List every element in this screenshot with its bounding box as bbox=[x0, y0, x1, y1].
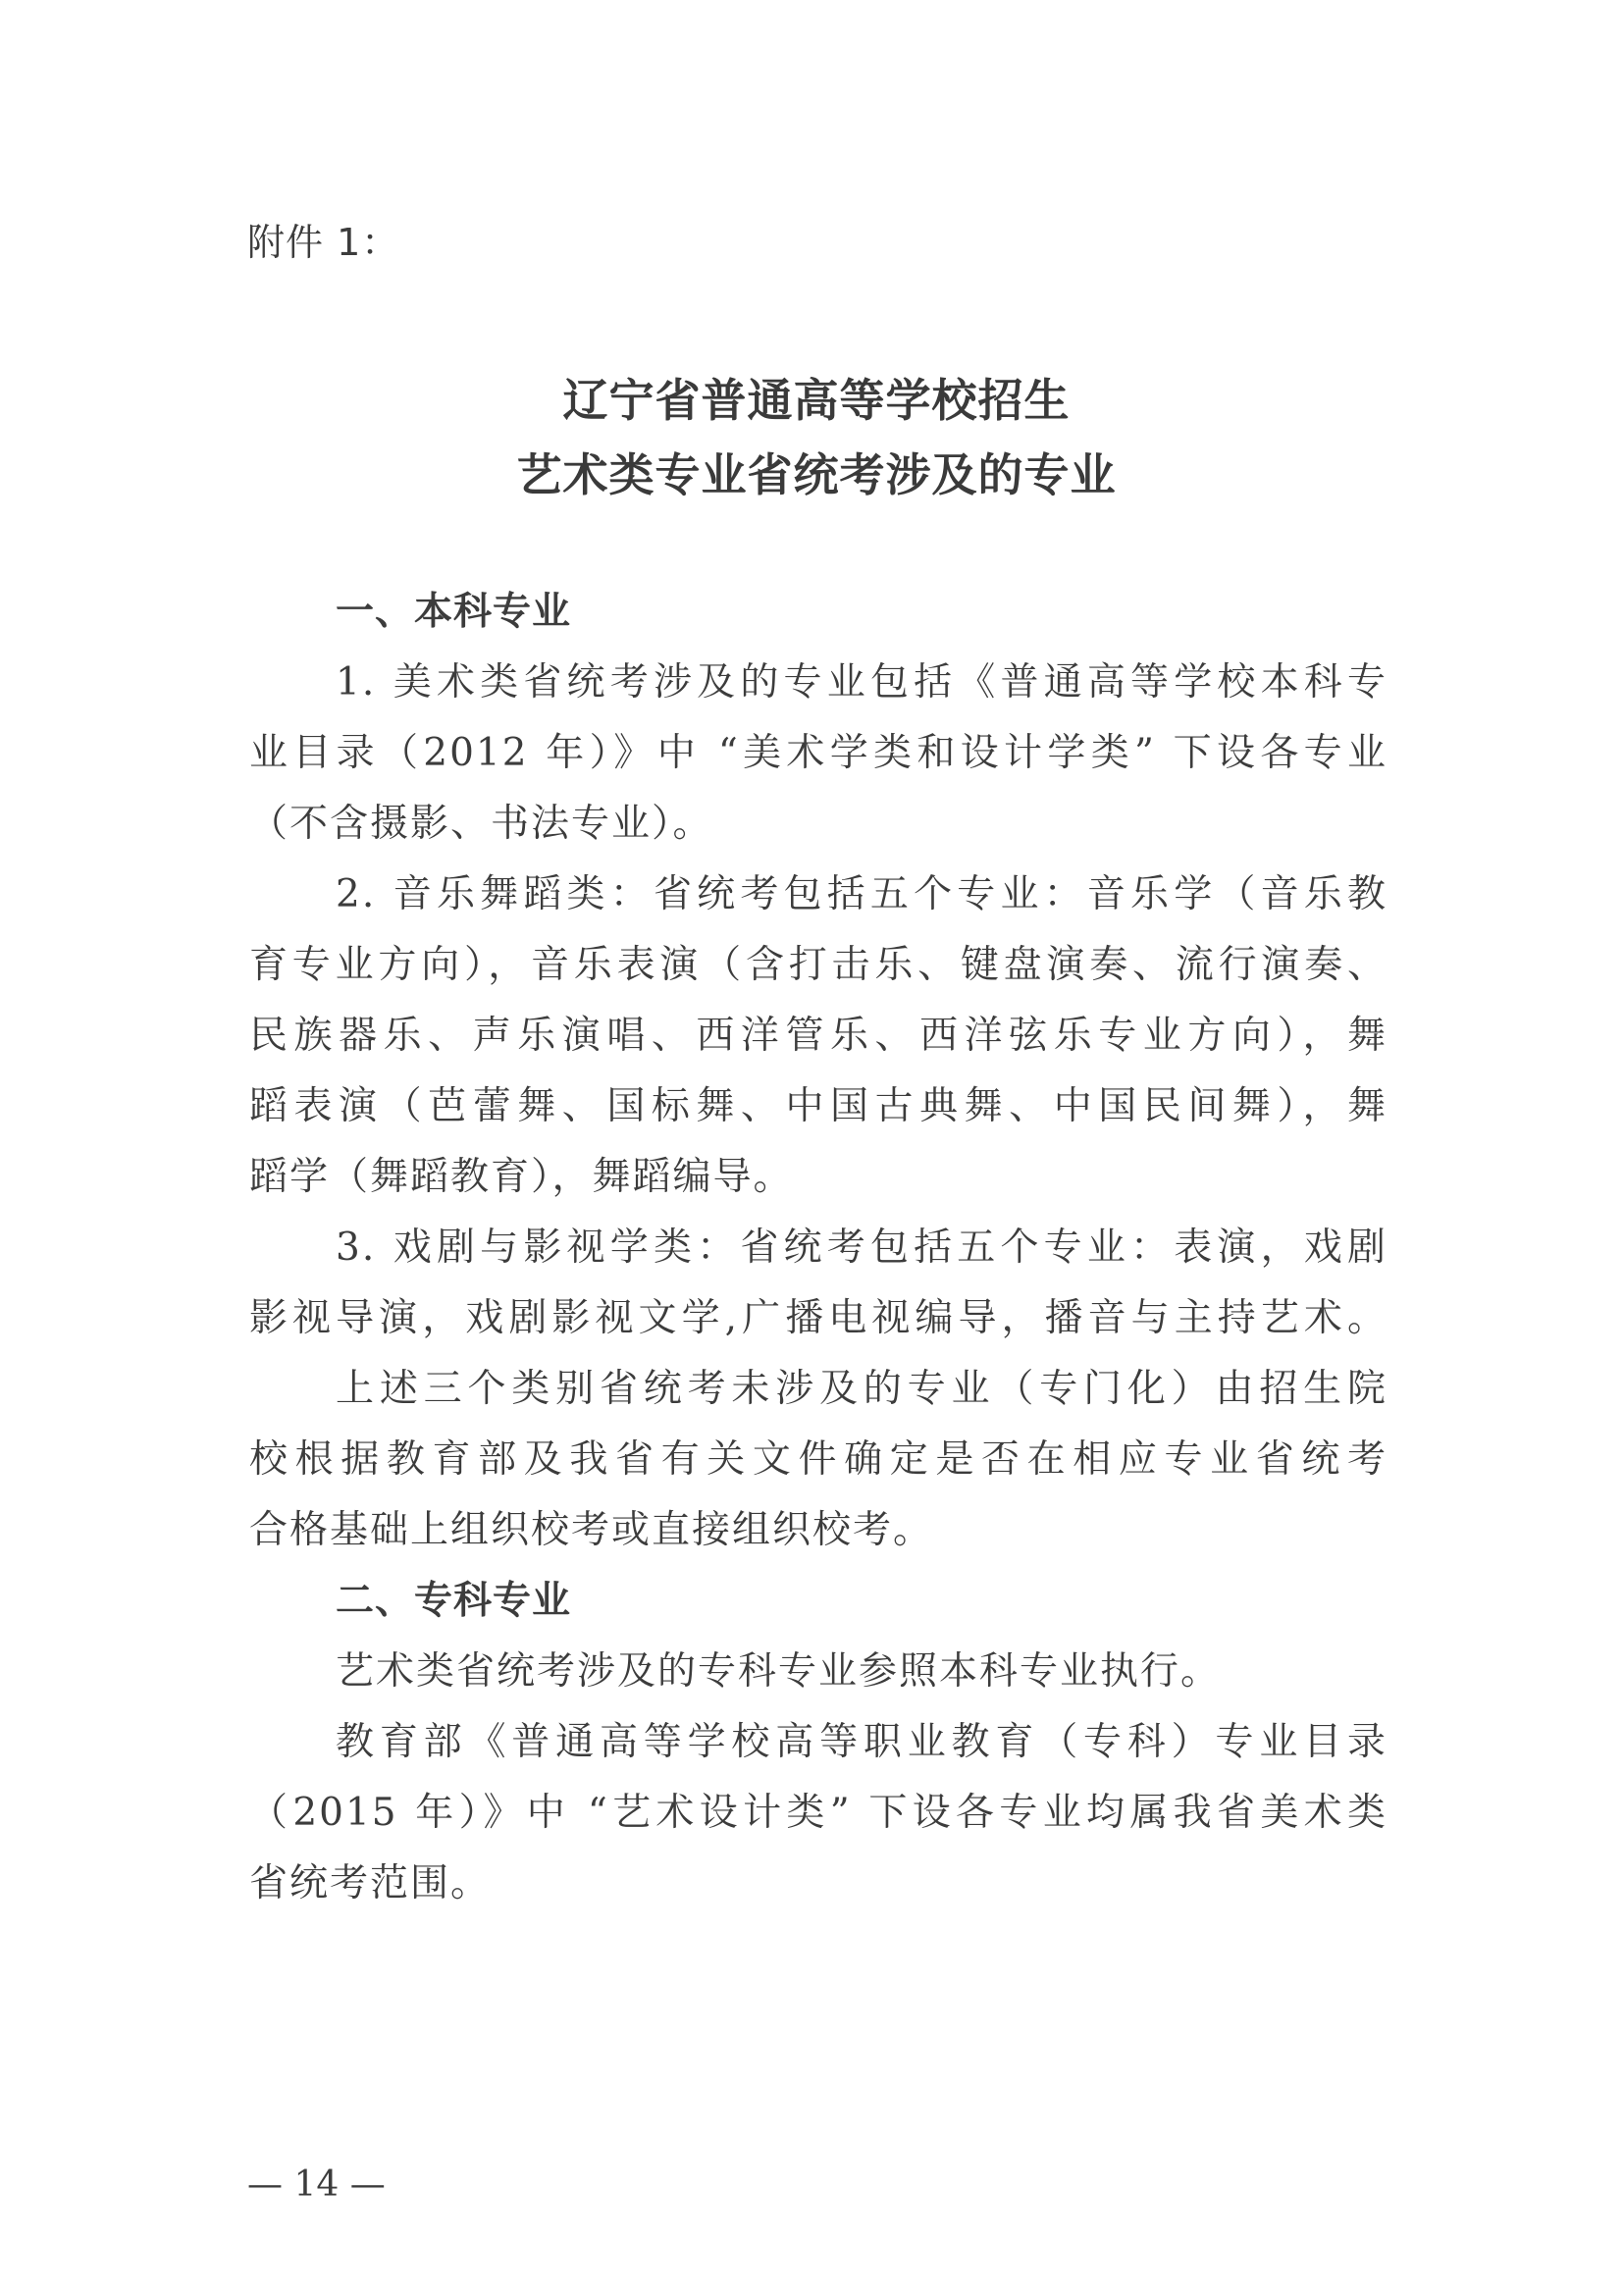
paragraph-line: 上述三个类别省统考未涉及的专业（专门化）由招生院 bbox=[336, 1367, 1387, 1411]
paragraph-line: 蹈表演（芭蕾舞、国标舞、中国古典舞、中国民间舞），舞 bbox=[249, 1084, 1387, 1128]
paragraph-line: 民族器乐、声乐演唱、西洋管乐、西洋弦乐专业方向），舞 bbox=[249, 1014, 1387, 1058]
title-line-1: 辽宁省普通高等学校招生 bbox=[562, 374, 1071, 427]
paragraph-line: 校根据教育部及我省有关文件确定是否在相应专业省统考 bbox=[249, 1437, 1387, 1482]
paragraph-line: 省统考范围。 bbox=[249, 1861, 492, 1905]
document-body bbox=[249, 577, 1387, 1919]
paragraph-line: 2. 音乐舞蹈类：省统考包括五个专业：音乐学（音乐教 bbox=[336, 872, 1387, 916]
paragraph-line: 影视导演，戏剧影视文学,广播电视编导，播音与主持艺术。 bbox=[249, 1296, 1387, 1340]
paragraph-line: （2015 年）》中 “艺术设计类” 下设各专业均属我省美术类 bbox=[249, 1791, 1387, 1835]
paragraph-line: 3. 戏剧与影视学类：省统考包括五个专业：表演，戏剧 bbox=[336, 1226, 1387, 1270]
paragraph-line: 业目录（2012 年）》中 “美术学类和设计学类” 下设各专业 bbox=[249, 731, 1387, 775]
paragraph-line: 育专业方向），音乐表演（含打击乐、键盘演奏、流行演奏、 bbox=[249, 943, 1387, 987]
page-number: — 14 — bbox=[247, 2165, 386, 2205]
paragraph-line: 艺术类省统考涉及的专科专业参照本科专业执行。 bbox=[336, 1649, 1222, 1694]
paragraph-line: 蹈学（舞蹈教育），舞蹈编导。 bbox=[249, 1155, 794, 1199]
paragraph-line: 1. 美术类省统考涉及的专业包括《普通高等学校本科专 bbox=[336, 660, 1387, 704]
paragraph-line: 教育部《普通高等学校高等职业教育（专科）专业目录 bbox=[336, 1720, 1387, 1764]
paragraph-line: （不含摄影、书法专业）。 bbox=[249, 802, 713, 846]
title-line-2: 艺术类专业省统考涉及的专业 bbox=[516, 448, 1117, 501]
attachment-label: 附件 1： bbox=[247, 221, 400, 264]
section-heading-vocational: 二、专科专业 bbox=[336, 1579, 572, 1623]
paragraph-line: 合格基础上组织校考或直接组织校考。 bbox=[249, 1508, 934, 1552]
section-heading-undergraduate: 一、本科专业 bbox=[336, 590, 572, 634]
